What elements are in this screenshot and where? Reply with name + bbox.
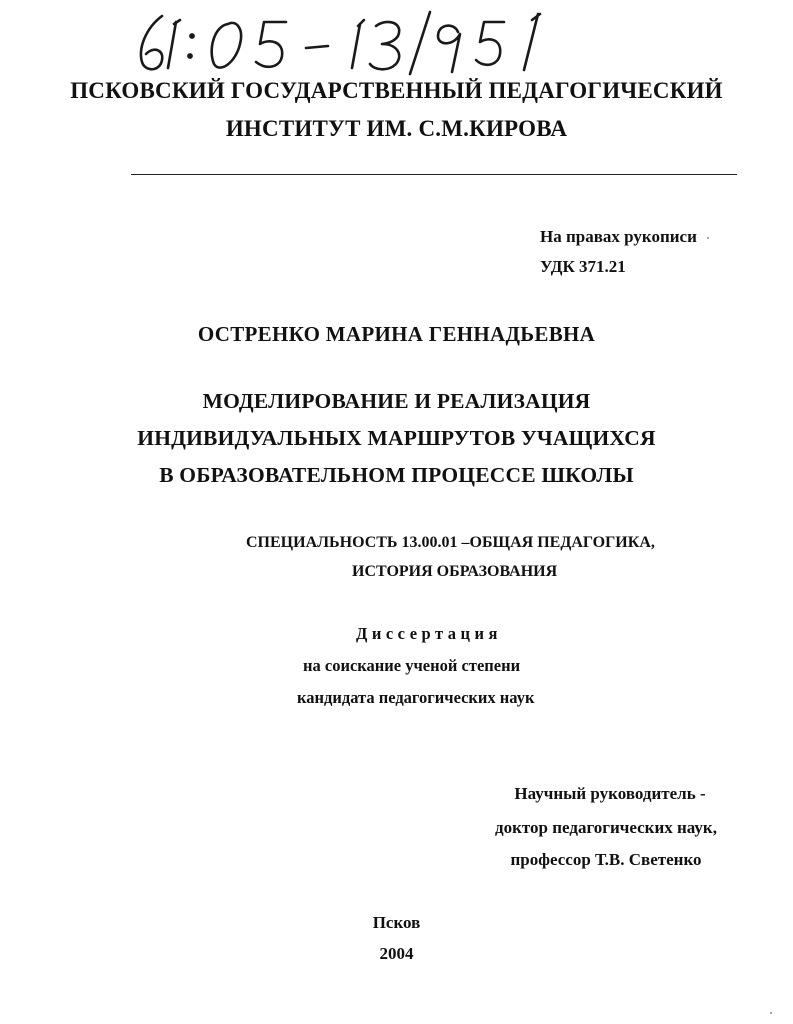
advisor-title: Научный руководитель - [514,784,706,803]
dissertation-degree-line-1: на соискание ученой степени [303,656,521,675]
dissertation-degree-line-2: кандидата педагогических наук [297,688,535,707]
scan-speck [707,237,709,239]
specialty-line-1: СПЕЦИАЛЬНОСТЬ 13.00.01 –ОБЩАЯ ПЕДАГОГИКА, [246,534,655,551]
city: Псков [372,913,421,932]
institution-line-1: ПСКОВСКИЙ ГОСУДАРСТВЕННЫЙ ПЕДАГОГИЧЕСКИЙ [70,78,723,103]
scan-speck [770,1012,772,1014]
dissertation-heading: Диссертация [356,624,502,643]
header-divider [131,174,737,175]
specialty-line-2: ИСТОРИЯ ОБРАЗОВАНИЯ [352,563,558,580]
advisor-name: профессор Т.В. Светенко [510,850,702,869]
title-line-2: ИНДИВИДУАЛЬНЫХ МАРШРУТОВ УЧАЩИХСЯ [137,426,656,450]
year: 2004 [379,944,414,963]
title-line-3: В ОБРАЗОВАТЕЛЬНОМ ПРОЦЕССЕ ШКОЛЫ [159,463,634,487]
handwritten-archive-number [128,10,558,76]
author-name: ОСТРЕНКО МАРИНА ГЕННАДЬЕВНА [197,322,596,346]
title-line-1: МОДЕЛИРОВАНИЕ И РЕАЛИЗАЦИЯ [202,389,591,413]
institution-line-2: ИНСТИТУТ ИМ. С.М.КИРОВА [225,116,568,141]
udc-code: УДК 371.21 [540,257,626,276]
advisor-degree: доктор педагогических наук, [495,818,717,837]
manuscript-rights: На правах рукописи [540,227,697,246]
